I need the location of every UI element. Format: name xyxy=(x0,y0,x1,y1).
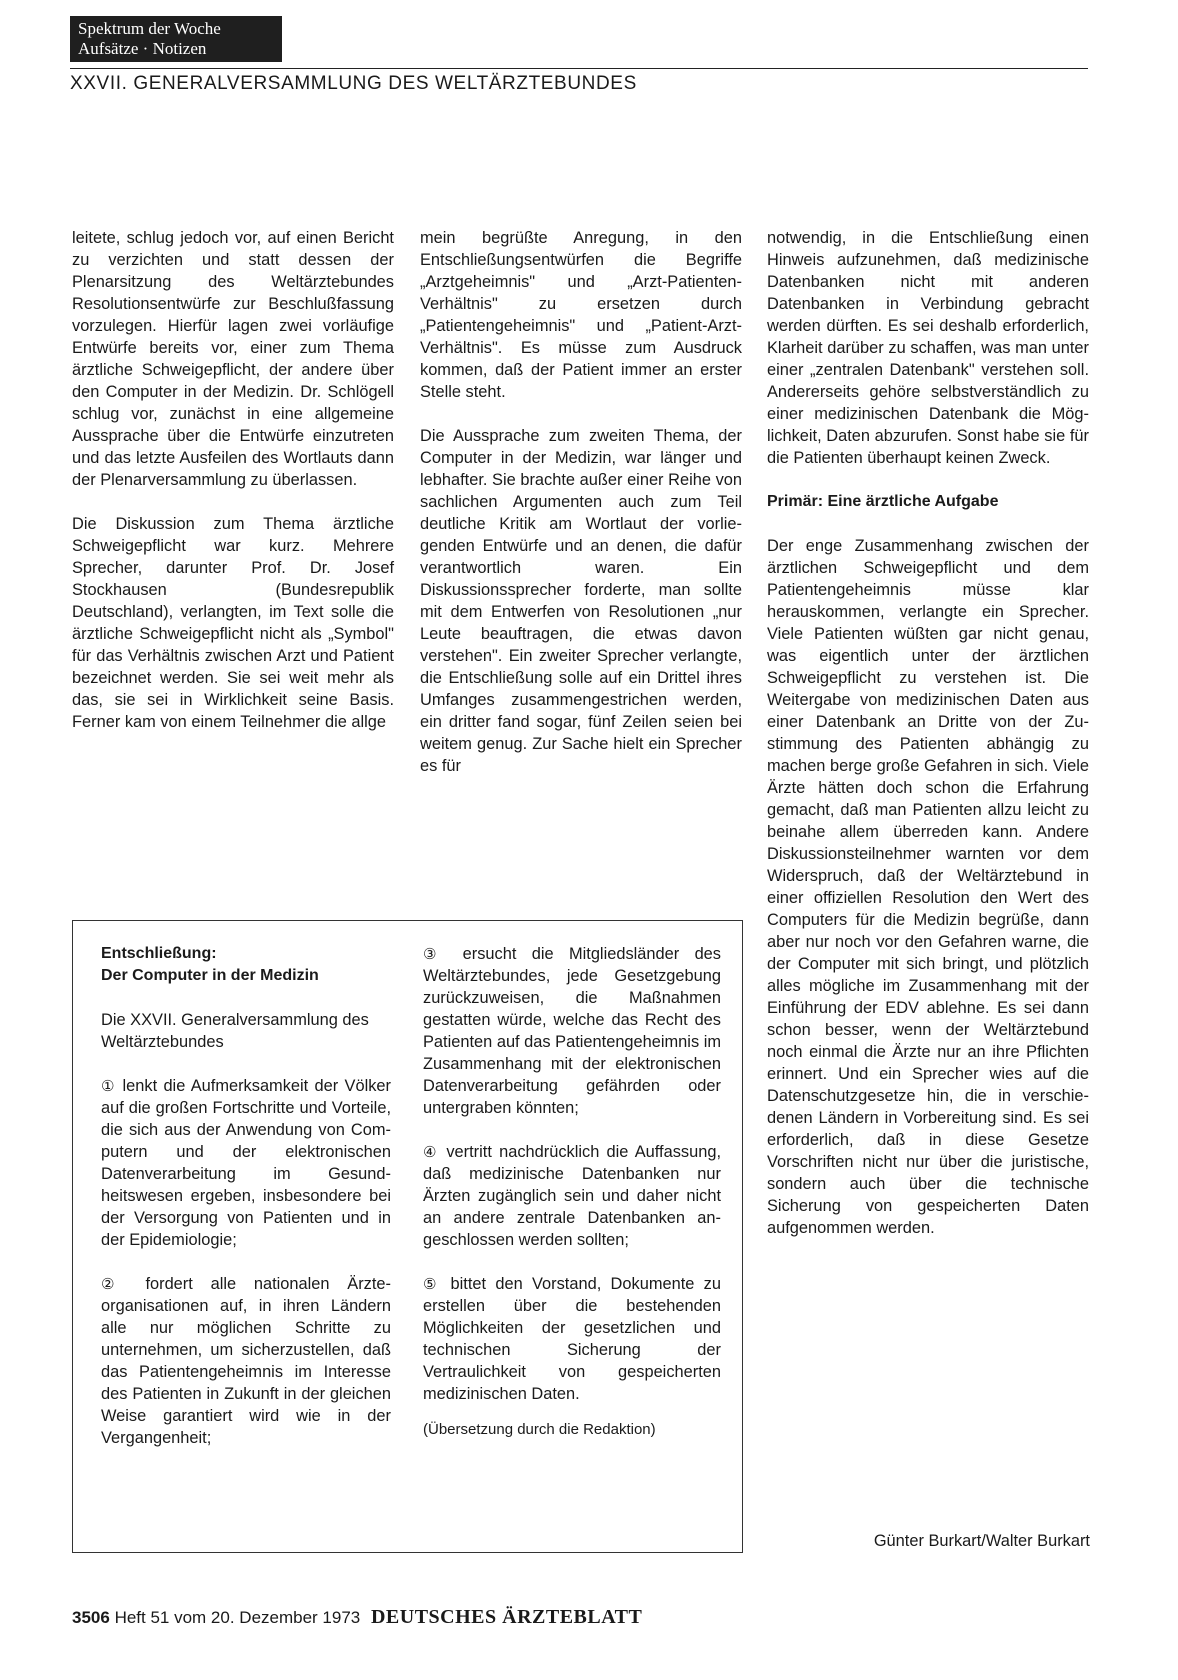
resolution-box xyxy=(72,920,743,1553)
paragraph: Die Diskussion zum Thema ärztliche Schweigepflicht war kurz. Mehrere Sprecher, darunter Prof. Dr. Josef Stockhausen (Bundesrepublik Deutschland), verlangten, im Text solle die ärztliche Schweigepflicht nicht als „Symbol" für das Verhältnis zwischen Arzt und Patient bezeichnet werden. Sie sei weit mehr als das, sie sei in Wirklichkeit seine Basis. Ferner kam von einem Teilnehmer die allge xyxy=(72,515,394,731)
journal-name: DEUTSCHES ÄRZTEBLATT xyxy=(370,1606,643,1628)
circled-number-5: ⑤ xyxy=(423,1275,442,1293)
resolution-item-text: fordert alle nationalen Ärzteorganisationen auf, in ihren Ländern alle nur möglichen Schritte zu unternehmen, um sicherzustellen, daß das Patientengeheimnis im Interesse des Patienten in Zukunft in der gleichen Weise garantiert wird wie in der Vergangenheit; xyxy=(101,1275,391,1447)
resolution-intro: Die XXVII. Generalversammlung des Weltärztebundes xyxy=(101,1011,369,1051)
section-subheading: Primär: Eine ärztliche Aufgabe xyxy=(767,493,999,510)
resolution-item-text: vertritt nachdrücklich die Auffassung, daß medizinische Datenbanken nur Ärzten zugänglich sein und daher nicht an andere zentrale Datenbanken angeschlossen werden sollten; xyxy=(423,1143,721,1249)
section-badge xyxy=(70,16,282,62)
article-column-3 xyxy=(767,227,1089,1239)
resolution-item-2 xyxy=(101,1273,391,1449)
section-badge-line1: Spektrum der Woche xyxy=(78,19,221,38)
page-footer xyxy=(72,1606,642,1629)
resolution-column-2 xyxy=(423,943,721,1441)
paragraph: Der enge Zusammenhang zwischen der ärztlichen Schweigepflicht und dem Patientengeheimnis müsse klar herauskommen, verlangte ein Sprecher. Viele Patienten wüßten gar nicht genau, was eigentlich unter der ärztlichen Schweigepflicht zu verstehen ist. Die Weitergabe von medizinischen Daten aus einer Datenbank an Dritte von der Zustimmung des Patienten abhängig zu machen berge große Gefahren in sich. Viele Ärzte hätten doch schon die Erfahrung gemacht, daß man Patienten allzu leicht zu beinahe allem überreden kann. Andere Diskussionsteilnehmer warnten vor dem Widerspruch, daß der Weltärztebund in einer offiziellen Resolution den Wert des Computers für die Medizin begrüße, dann aber nur noch vor den Gefahren warne, die der Computer mit sich bringt, und plötzlich alles mögliche im Zusammenhang mit der Einführung der EDV ablehne. Es sei dann schon besser, wenn der Weltärztebund noch einmal die Ärzte nur an ihre Pflichten erinnert. Und ein Sprecher wies auf die Datenschutzgesetze hin, die in verschiedenen Ländern in Vorbereitung sind. Es sei erforderlich, daß in diese Gesetze Vorschriften nicht nur über die juristische, sondern auch über die technische Sicherung von gespeicherten Daten aufgenommen werden. xyxy=(767,537,1089,1237)
resolution-column-1 xyxy=(101,943,391,1449)
issue-info: Heft 51 vom 20. Dezember 1973 xyxy=(114,1608,361,1627)
circled-number-3: ③ xyxy=(423,945,448,963)
paragraph: notwendig, in die Entschließung einen Hinweis aufzunehmen, daß medizinische Datenbanken nicht mit anderen Datenbanken in Verbindung gebracht werden dürften. Es sei deshalb erforderlich, Klarheit darüber zu schaffen, was man unter einer „zentralen Datenbank" verstehen soll. Andererseits gehöre selbstverständlich zu einer medizinischen Datenbank die Möglichkeit, Daten abzurufen. Sonst habe sie für die Patienten überhaupt keinen Zweck. xyxy=(767,229,1089,467)
resolution-title-line2: Der Computer in der Medizin xyxy=(101,967,319,984)
header-rule xyxy=(70,68,1088,69)
paragraph: leitete, schlug jedoch vor, auf einen Bericht zu verzichten und statt dessen der Plenarsitzung des Weltärztebundes Resolutionsentwürfe zur Beschlußfassung vorzulegen. Hierfür lagen zwei vorläufige Entwürfe bereits vor, einer zum Thema ärztliche Schweigepflicht, der andere über den Computer in der Medizin. Dr. Schlögell schlug vor, zunächst in eine allgemeine Aussprache über die Entwürfe einzutreten und das letzte Ausfeilen des Wortlauts dann der Plenarversammlung zu überlassen. xyxy=(72,229,394,489)
resolution-item-text: ersucht die Mitgliedsländer des Weltärztebundes, jede Gesetzgebung zurückzuweisen, die Maßnahmen gestatten würde, welche das Recht des Patienten auf das Patientengeheimnis im Zusammenhang mit der elektronischen Datenverarbeitung gefährden oder untergraben könnten; xyxy=(423,945,721,1117)
circled-number-4: ④ xyxy=(423,1143,440,1161)
translation-note: (Übersetzung durch die Redaktion) xyxy=(423,1421,656,1438)
resolution-item-text: bittet den Vorstand, Dokumente zu erstellen über die bestehenden Möglichkeiten der gesetzlichen und technischen Sicherung der Vertraulichkeit von gespeicherten medizinischen Daten. xyxy=(423,1275,721,1403)
resolution-title xyxy=(101,943,391,987)
resolution-item-text: lenkt die Aufmerksamkeit der Völker auf die großen Fortschritte und Vorteile, die sich aus der Anwendung von Computern und der elektronischen Datenverarbeitung im Gesundheitswesen ergeben, insbesondere bei der Versorgung von Patienten und in der Epidemiologie; xyxy=(101,1077,391,1249)
page-number: 3506 xyxy=(72,1608,110,1627)
article-column-1 xyxy=(72,227,394,733)
paragraph: Die Aussprache zum zweiten Thema, der Computer in der Medizin, war länger und lebhafter. Sie brachte außer einer Reihe von sachlichen Argumenten auch zum Teil deutliche Kritik am Wortlaut der vorliegenden Entwürfe und an denen, die dafür verantwortlich waren. Ein Diskussionssprecher forderte, man sollte mit dem Entwerfen von Resolutionen „nur Leute beauftragen, die etwas davon verstehen". Ein zweiter Sprecher verlangte, die Entschließung solle auf ein Drittel ihres Umfanges zusammengestrichen werden, ein dritter fand sogar, fünf Zeilen seien bei weitem genug. Zur Sache hielt ein Sprecher es für xyxy=(420,427,742,775)
resolution-item-5 xyxy=(423,1273,721,1405)
article-column-2 xyxy=(420,227,742,777)
paragraph: mein begrüßte Anregung, in den Entschließungsentwürfen die Begriffe „Arztgeheimnis" und „Arzt-Patienten-Verhältnis" zu ersetzen durch „Patientengeheimnis" und „Patient-Arzt-Verhältnis". Es müsse zum Ausdruck kommen, daß der Patient immer an erster Stelle steht. xyxy=(420,229,742,401)
resolution-title-line1: Entschließung: xyxy=(101,945,217,962)
page-title: XXVII. GENERALVERSAMMLUNG DES WELTÄRZTEBUNDES xyxy=(70,73,637,94)
resolution-item-4 xyxy=(423,1141,721,1251)
circled-number-2: ② xyxy=(101,1275,128,1293)
circled-number-1: ① xyxy=(101,1077,117,1095)
resolution-item-3 xyxy=(423,943,721,1119)
section-badge-line2: Aufsätze · Notizen xyxy=(78,39,207,58)
author-byline: Günter Burkart/Walter Burkart xyxy=(873,1532,1090,1550)
resolution-item-1 xyxy=(101,1075,391,1251)
